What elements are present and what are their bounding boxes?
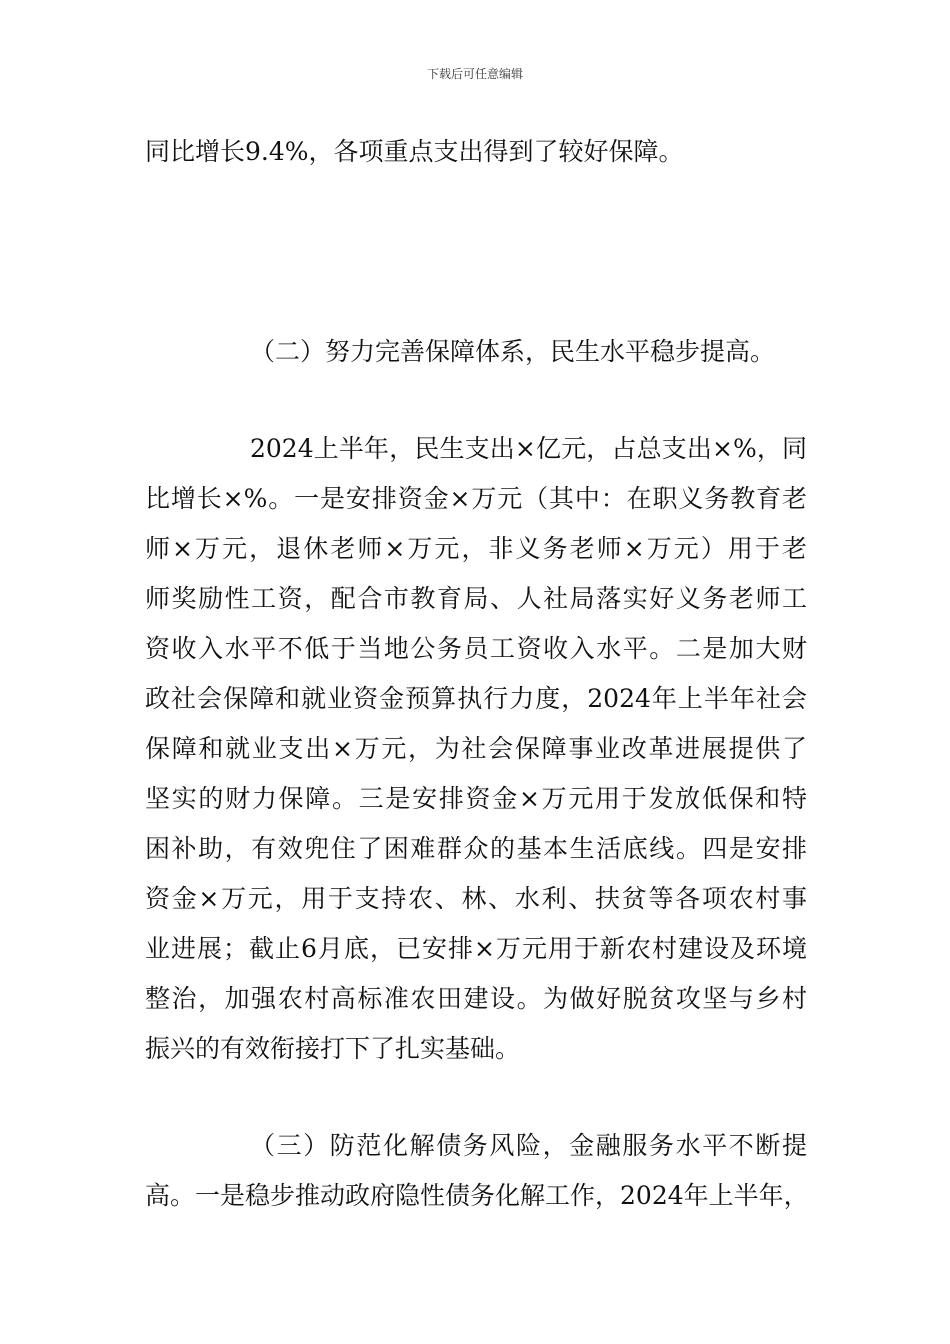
page-header: 下载后可任意编辑 (426, 67, 523, 81)
paragraph-line: 资金×万元，用于支持农、林、水利、扶贫等各项农村事 (145, 884, 807, 913)
text-line: 同比增长9.4%，各项重点支出得到了较好保障。 (145, 137, 684, 166)
paragraph-line: 政社会保障和就业资金预算执行力度，2024年上半年社会 (145, 684, 807, 713)
paragraph-line: 业进展；截止6月底，已安排×万元用于新农村建设及环境 (145, 934, 807, 963)
paragraph-line: 困补助，有效兜住了困难群众的基本生活底线。四是安排 (145, 834, 807, 863)
paragraph-line: 高。一是稳步推动政府隐性债务化解工作，2024年上半年， (145, 1181, 809, 1210)
paragraph-line: 坚实的财力保障。三是安排资金×万元用于发放低保和特 (145, 784, 807, 813)
paragraph-line: 2024上半年，民生支出×亿元，占总支出×%，同 (250, 434, 807, 463)
paragraph-line: 整治，加强农村高标准农田建设。为做好脱贫攻坚与乡村 (145, 984, 807, 1013)
section-heading-2: （二）努力完善保障体系，民生水平稳步提高。 (250, 337, 776, 366)
paragraph-line: 资收入水平不低于当地公务员工资收入水平。二是加大财 (145, 634, 807, 663)
paragraph-line: 保障和就业支出×万元，为社会保障事业改革进展提供了 (145, 734, 807, 763)
paragraph-line: 比增长×%。一是安排资金×万元（其中：在职义务教育老 (145, 484, 807, 513)
paragraph-line: 振兴的有效衔接打下了扎实基础。 (145, 1034, 521, 1063)
paragraph-line: 师奖励性工资，配合市教育局、人社局落实好义务老师工 (145, 584, 807, 613)
paragraph-line: 师×万元，退休老师×万元，非义务老师×万元）用于老 (145, 534, 807, 563)
section-heading-3: （三）防范化解债务风险，金融服务水平不断提 (250, 1131, 807, 1160)
